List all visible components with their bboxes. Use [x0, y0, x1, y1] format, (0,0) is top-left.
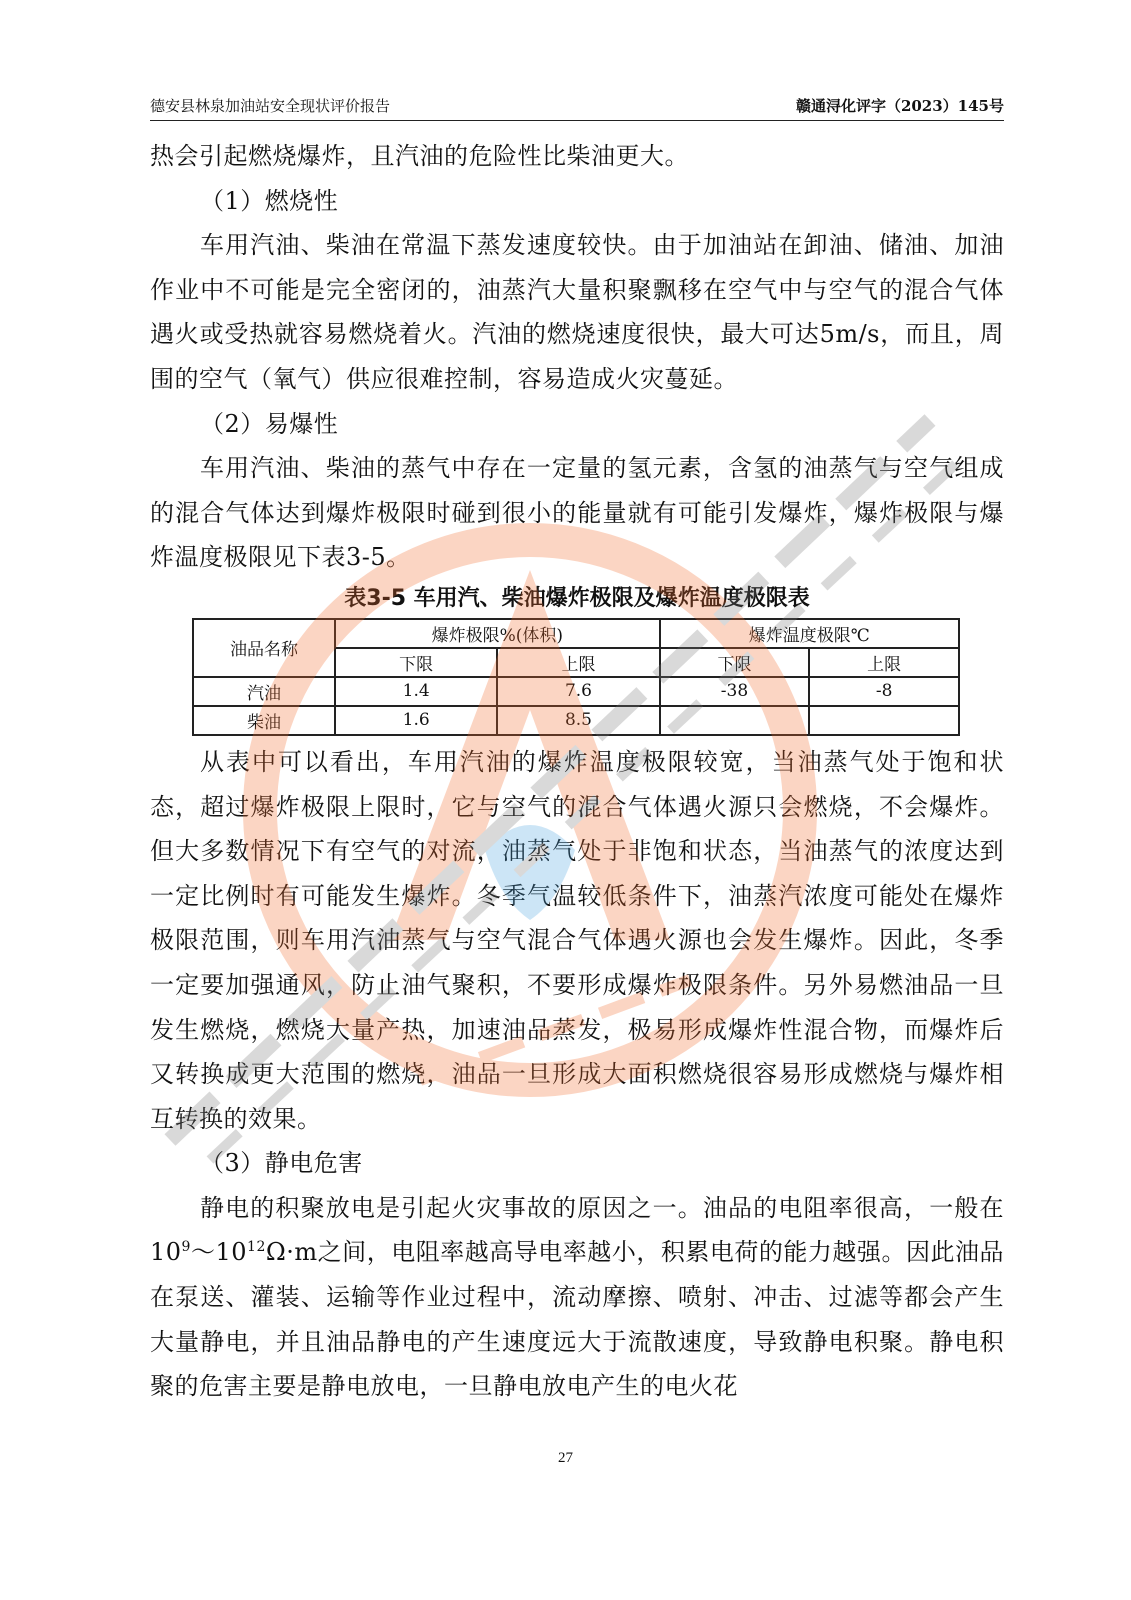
- exponent: 9: [181, 1239, 191, 1256]
- header-report-title: 德安县林泉加油站安全现状评价报告: [150, 97, 391, 115]
- table-cell: 7.6: [497, 677, 659, 706]
- table-header-cell: 上限: [809, 648, 959, 677]
- paragraph-analysis: 从表中可以看出，车用汽油的爆炸温度极限较宽，当油蒸气处于饱和状态，超过爆炸极限上限时，它与空气的混合气体遇火源只会燃烧，不会爆炸。但大多数情况下有空气的对流，油蒸气处于非饱和状态，当油蒸气的浓度达到一定比例时有可能发生爆炸。冬季气温较低条件下，油蒸汽浓度可能处在爆炸极限范围，则车用汽油蒸气与空气混合气体遇火源也会发生爆炸。因此，冬季一定要加强通风，防止油气聚积，不要形成爆炸极限条件。另外易燃油品一旦发生燃烧，燃烧大量产热，加速油品蒸发，极易形成爆炸性混合物，而爆炸后又转换成更大范围的燃烧，油品一旦形成大面积燃烧很容易形成燃烧与爆炸相互转换的效果。: [150, 747, 1004, 1133]
- table-header-cell: 下限: [335, 648, 497, 677]
- table-header-cell: 爆炸温度极限℃: [660, 619, 959, 648]
- table-cell: -38: [660, 677, 810, 706]
- table-caption: 表3-5 车用汽、柴油爆炸极限及爆炸温度极限表: [344, 585, 810, 611]
- table-header-cell: 下限: [660, 648, 810, 677]
- header-document-number: 赣通浔化评字（2023）145号: [795, 97, 1004, 115]
- table-cell: 柴油: [193, 706, 335, 735]
- table-header-cell: 油品名称: [193, 619, 335, 677]
- table-header-cell: 爆炸极限%(体积): [335, 619, 660, 648]
- explosion-limit-table: [192, 618, 960, 736]
- table-cell: 8.5: [497, 706, 659, 735]
- section-heading-flammability: （1）燃烧性: [200, 186, 339, 215]
- text-run: ～10: [190, 1238, 248, 1267]
- text-run: 静电的积聚放电是引起火灾事故的原因之一。油品的电阻率很高，一般在10: [150, 1193, 1004, 1267]
- page-header: [150, 96, 1004, 121]
- table-cell: 1.6: [335, 706, 497, 735]
- page-number: 27: [558, 1450, 573, 1466]
- page-body: [150, 134, 1004, 1409]
- section-heading-explosiveness: （2）易爆性: [200, 409, 339, 438]
- table-cell: 1.4: [335, 677, 497, 706]
- table-row: [193, 706, 959, 735]
- table-cell: [809, 706, 959, 735]
- paragraph-static-electricity: [150, 1186, 1004, 1409]
- table-header-cell: 上限: [497, 648, 659, 677]
- table-header-row: [193, 619, 959, 648]
- table-cell: -8: [809, 677, 959, 706]
- paragraph-explosiveness: 车用汽油、柴油的蒸气中存在一定量的氢元素，含氢的油蒸气与空气组成的混合气体达到爆炸极限时碰到很小的能量就有可能引发爆炸，爆炸极限与爆炸温度极限见下表3-5。: [150, 454, 1004, 572]
- text-run: Ω·m之间，电阻率越高导电率越小，积累电荷的能力越强。因此油品在泵送、灌装、运输等作业过程中，流动摩擦、喷射、冲击、过滤等都会产生大量静电，并且油品静电的产生速度远大于流散速度，导致静电积聚。静电积聚的危害主要是静电放电，一旦静电放电产生的电火花: [150, 1238, 1004, 1401]
- table-row: [193, 677, 959, 706]
- section-heading-static-electricity: （3）静电危害: [200, 1149, 363, 1178]
- paragraph-continuation: 热会引起燃烧爆炸，且汽油的危险性比柴油更大。: [150, 142, 689, 170]
- exponent: 12: [247, 1239, 266, 1256]
- table-cell: 汽油: [193, 677, 335, 706]
- paragraph-flammability: 车用汽油、柴油在常温下蒸发速度较快。由于加油站在卸油、储油、加油作业中不可能是完全密闭的，油蒸汽大量积聚飘移在空气中与空气的混合气体遇火或受热就容易燃烧着火。汽油的燃烧速度很快，最大可达5m/s，而且，周围的空气（氧气）供应很难控制，容易造成火灾蔓延。: [150, 231, 1004, 393]
- table-cell: [660, 706, 810, 735]
